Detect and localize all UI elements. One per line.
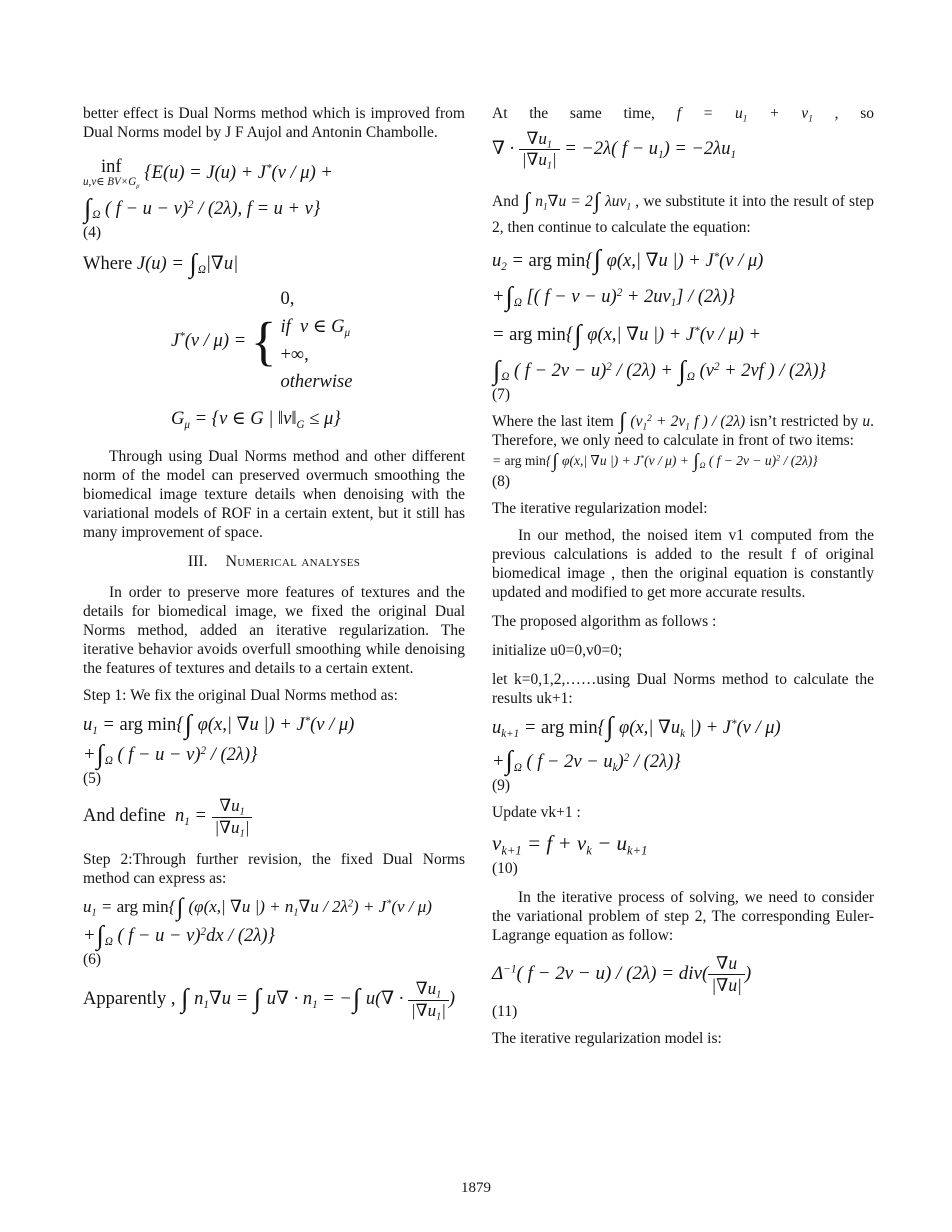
- left-column: [83, 104, 465, 1029]
- step2-line: Step 2:Through further revision, the fixed Dual Norms method can express as:: [83, 851, 465, 888]
- equation-11-label: (11): [492, 1002, 518, 1020]
- equation-4-line2: $\int_\Omega$ ( f − u − v)$^2$ / (2λ), f = u + v}: [84, 192, 321, 223]
- where-last-item-line: Where the last item ∫ ($v_1^2 + 2v_1$ f ) / (2λ) isn’t restricted by u. Therefore, we only need to calculate in front of two items:: [492, 408, 875, 449]
- apparently-line: Apparently , ∫ $n_1\nabla u$ = ∫ $u\nabla \cdot n_1$ = −∫ u(∇ · $\frac{\nabla u_1}{|\nabla u_1|}$ ): [83, 979, 456, 1023]
- initialize-line: initialize u0=0,v0=0;: [492, 641, 623, 659]
- and-define-line: And define $n_1$ = $\frac{\nabla u_1}{|\nabla u_1|}$: [83, 796, 465, 838]
- equation-11-line: $\Delta^{-1}$( f − 2v − u) / (2λ) = div( $\frac{\nabla u}{|\nabla u|}$ ): [492, 952, 752, 995]
- paragraph-intro: better effect is Dual Norms method which is improved from Dual Norms model by J F Aujol and Antonin Chambolle.: [83, 105, 465, 141]
- equation-6-line1: $u_1$ = arg min{∫ (φ(x,| ∇u |) + $n_1\nabla u / 2\lambda^2) + J^*(v / \mu)$: [83, 893, 432, 921]
- heading-numeral: III.: [187, 553, 208, 571]
- equation-7-label: (7): [492, 386, 511, 403]
- footer-page-number: 1879: [461, 1180, 491, 1196]
- at-same-time-line: At the same time, $f = u_1 + v_1$ , so: [492, 105, 874, 125]
- equation-10-label: (10): [492, 859, 518, 877]
- equation-4-label: (4): [83, 224, 102, 242]
- equation-7-line1: $u_2$ = arg min{∫ φ(x,| ∇u |) + J*(v / μ): [492, 244, 764, 275]
- paragraph-inorder: In order to preserve more features of textures and the details for biomedical image, we fixed the original Dual Norms method, added an iterative regularization. The iterative behavior avoids overfull smoothing while denoising the features of textures and details to a certain extent.: [83, 584, 465, 678]
- proposed-algorithm-line: The proposed algorithm as follows :: [492, 612, 717, 630]
- right-column: [492, 104, 874, 1062]
- equation-5-line1: $u_1$ = arg min{∫ φ(x,| ∇u |) + J*(v / μ): [83, 708, 355, 739]
- update-line: Update vk+1 :: [492, 803, 581, 821]
- equation-gmu: $G_\mu = \{v$ ∈ G | $‖v‖_G \le \mu$}: [171, 409, 341, 432]
- and-substitute-line: And ∫ $n_1\nabla u = 2\int$ λuv$_1$ , we substitute it into the result of step 2, then continue to calculate the equation:: [492, 188, 875, 236]
- equation-7-line4: $\int_\Omega$ ( $f - 2v - u)^2 / (2\lambda) + \int_\Omega$ ($v^2 + 2vf$ ) / (2λ)}: [493, 354, 826, 385]
- equation-6-line2: $+\int_\Omega$ ( f − u − v)$^2$dx / (2λ)}: [83, 919, 275, 950]
- equation-7-line3: = arg min{∫ φ(x,| ∇u |) + J*(v / μ) +: [492, 318, 762, 349]
- paragraph-through: Through using Dual Norms method and other different norm of the model can preserved overmuch smoothing the biomedical image texture details when denoising with the variational models of ROF in a certain extent, but it still has many improvement of space.: [83, 448, 465, 542]
- equation-5-line2: $+\int_\Omega$ ( f − u − v)$^2$ / (2λ)}: [83, 738, 258, 769]
- equation-8-line: = arg min{∫ φ(x,| ∇u |) + $J^*(v / \mu) + \int_\Omega$ ( f − 2v − u)$^2$ / (2λ)}: [492, 450, 818, 472]
- paragraph-inour: In our method, the noised item v1 computed from the previous calculations is added to the result f of original biomedical image , then the original equation is constantly updated and modified to get more accurate results.: [492, 526, 874, 601]
- equation-jstar: J*(v / μ) = { 0, if v ∈ $G_\mu$ +∞, otherwise: [171, 289, 353, 393]
- step1-line: Step 1: We fix the original Dual Norms method as:: [83, 687, 398, 705]
- where-definition: Where $J(u) = \int_\Omega|\nabla u|$: [83, 247, 239, 278]
- paragraph-iterative-process: In the iterative process of solving, we need to consider the variational problem of step 2, The corresponding Euler-Lagrange equation as follow:: [492, 888, 874, 944]
- heading-title: Numerical analyses: [225, 553, 361, 571]
- equation-8-label: (8): [492, 472, 511, 490]
- let-k-line: let k=0,1,2,……using Dual Norms method to calculate the results uk+1:: [492, 670, 874, 707]
- equation-div-line: ∇ · $\frac{\nabla u_1}{|\nabla u_1|}$ = −2λ( $f - u_1) = -2\lambda u_1$: [492, 129, 737, 172]
- equation-10-line: $v_{k+1} = f + v_k - u_{k+1}$: [492, 830, 648, 858]
- section-heading: [83, 552, 465, 571]
- equation-6-label: (6): [83, 951, 102, 969]
- equation-5-label: (5): [83, 770, 102, 788]
- equation-9-line2: $+\int_\Omega$ ( $f - 2v - u_k)^2 / (2\lambda)$}: [492, 745, 681, 776]
- equation-4-line1: inf u,v∈ $BV\times G_\mu$ {E(u) = J(u) + J*(v / μ) +: [83, 157, 333, 190]
- equation-9-label: (9): [492, 776, 511, 794]
- equation-9-line1: $u_{k+1}$ = arg min{∫ φ(x,| $\nabla u_k$ |) + J*(v / μ): [492, 711, 781, 742]
- equation-7-line2: $+\int_\Omega$ [( $f - v - u)^2 + 2uv_1] / (2\lambda)$}: [492, 280, 735, 311]
- final-model-line: The iterative regularization model is:: [492, 1029, 722, 1047]
- iterative-model-line: The iterative regularization model:: [492, 499, 708, 517]
